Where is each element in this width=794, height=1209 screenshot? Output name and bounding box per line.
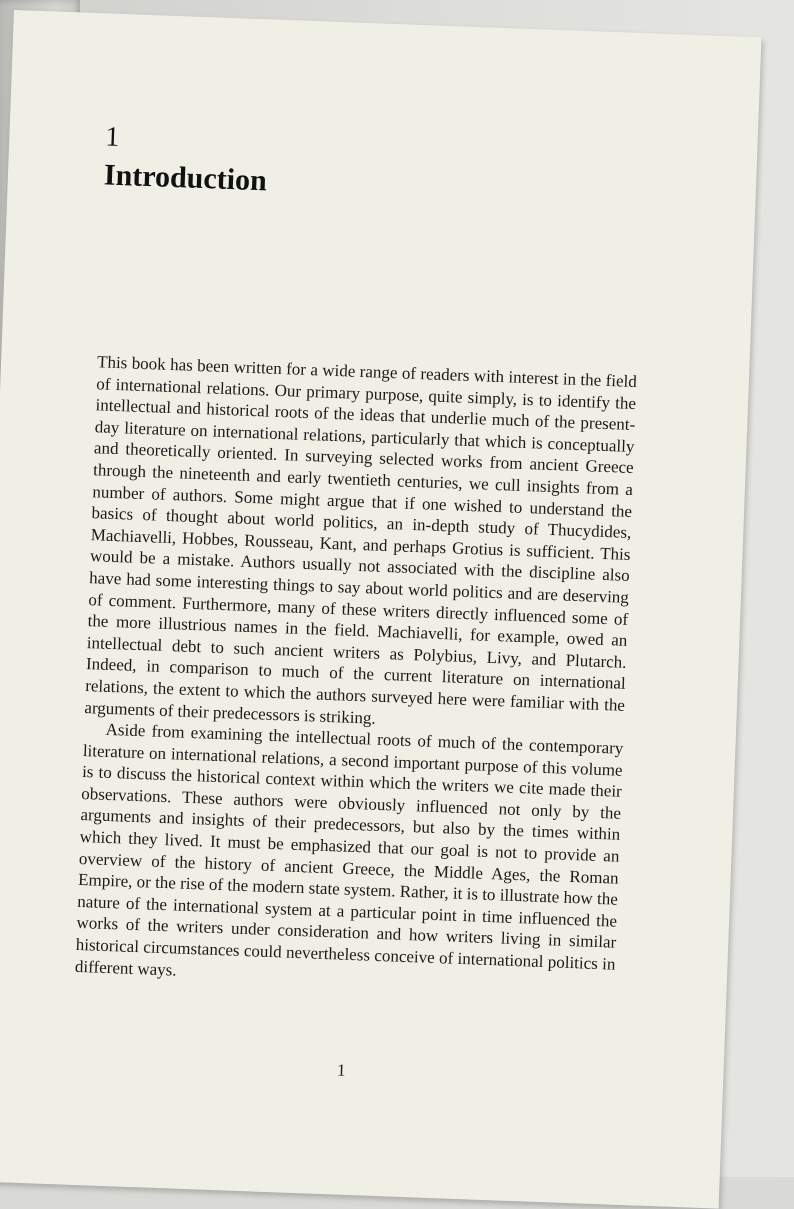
book-page: [0, 10, 761, 1209]
chapter-number: 1: [104, 121, 120, 153]
chapter-title: Introduction: [103, 158, 268, 198]
page-number: 1: [336, 1060, 346, 1080]
page-content: [74, 121, 646, 1080]
body-text: [75, 351, 638, 997]
paragraph-1: This book has been written for a wide range of readers with interest in the field of international relations. Our primary purpose, quite simply, is to identify the intellectual and historical roots of the ideas that underlie much of the present-day literature on international relations, particularly that which is conceptually and theoretically oriented. In surveying selected works from ancient Greece through the nineteenth and early twentieth centuries, we cull insights from a number of authors. Some might argue that if one wished to understand the basics of thought about world politics, an in-depth study of Thucydides, Machiavelli, Hobbes, Rousseau, Kant, and perhaps Grotius is sufficient. This would be a mistake. Authors usually not associated with the discipline also have had some interesting things to say about world politics and are deserving of comment. Furthermore, many of these writers directly influenced some of the more illustrious names in the field. Machiavelli, for example, owed an intellectual debt to such ancient writers as Polybius, Livy, and Plutarch. Indeed, in comparison to much of the current literature on international relations, the extent to which the authors surveyed here were familiar with the arguments of their predecessors is striking.: [84, 352, 638, 728]
paragraph-2: Aside from examining the intellectual roots of much of the contemporary literature on international relations, a second important purpose of this volume is to discuss the historical context within which the writers we cite made their observations. These authors were obviously influenced not only by the arguments and insights of their predecessors, but also by the times within which they lived. It must be emphasized that our goal is not to provide an overview of the history of ancient Greece, the Middle Ages, the Roman Empire, or the rise of the modern state system. Rather, it is to illustrate how the nature of the international system at a particular point in time influenced the works of the writers under consideration and how writers living in similar historical circumstances could nevertheless conceive of international politics in different ways.: [74, 719, 624, 980]
